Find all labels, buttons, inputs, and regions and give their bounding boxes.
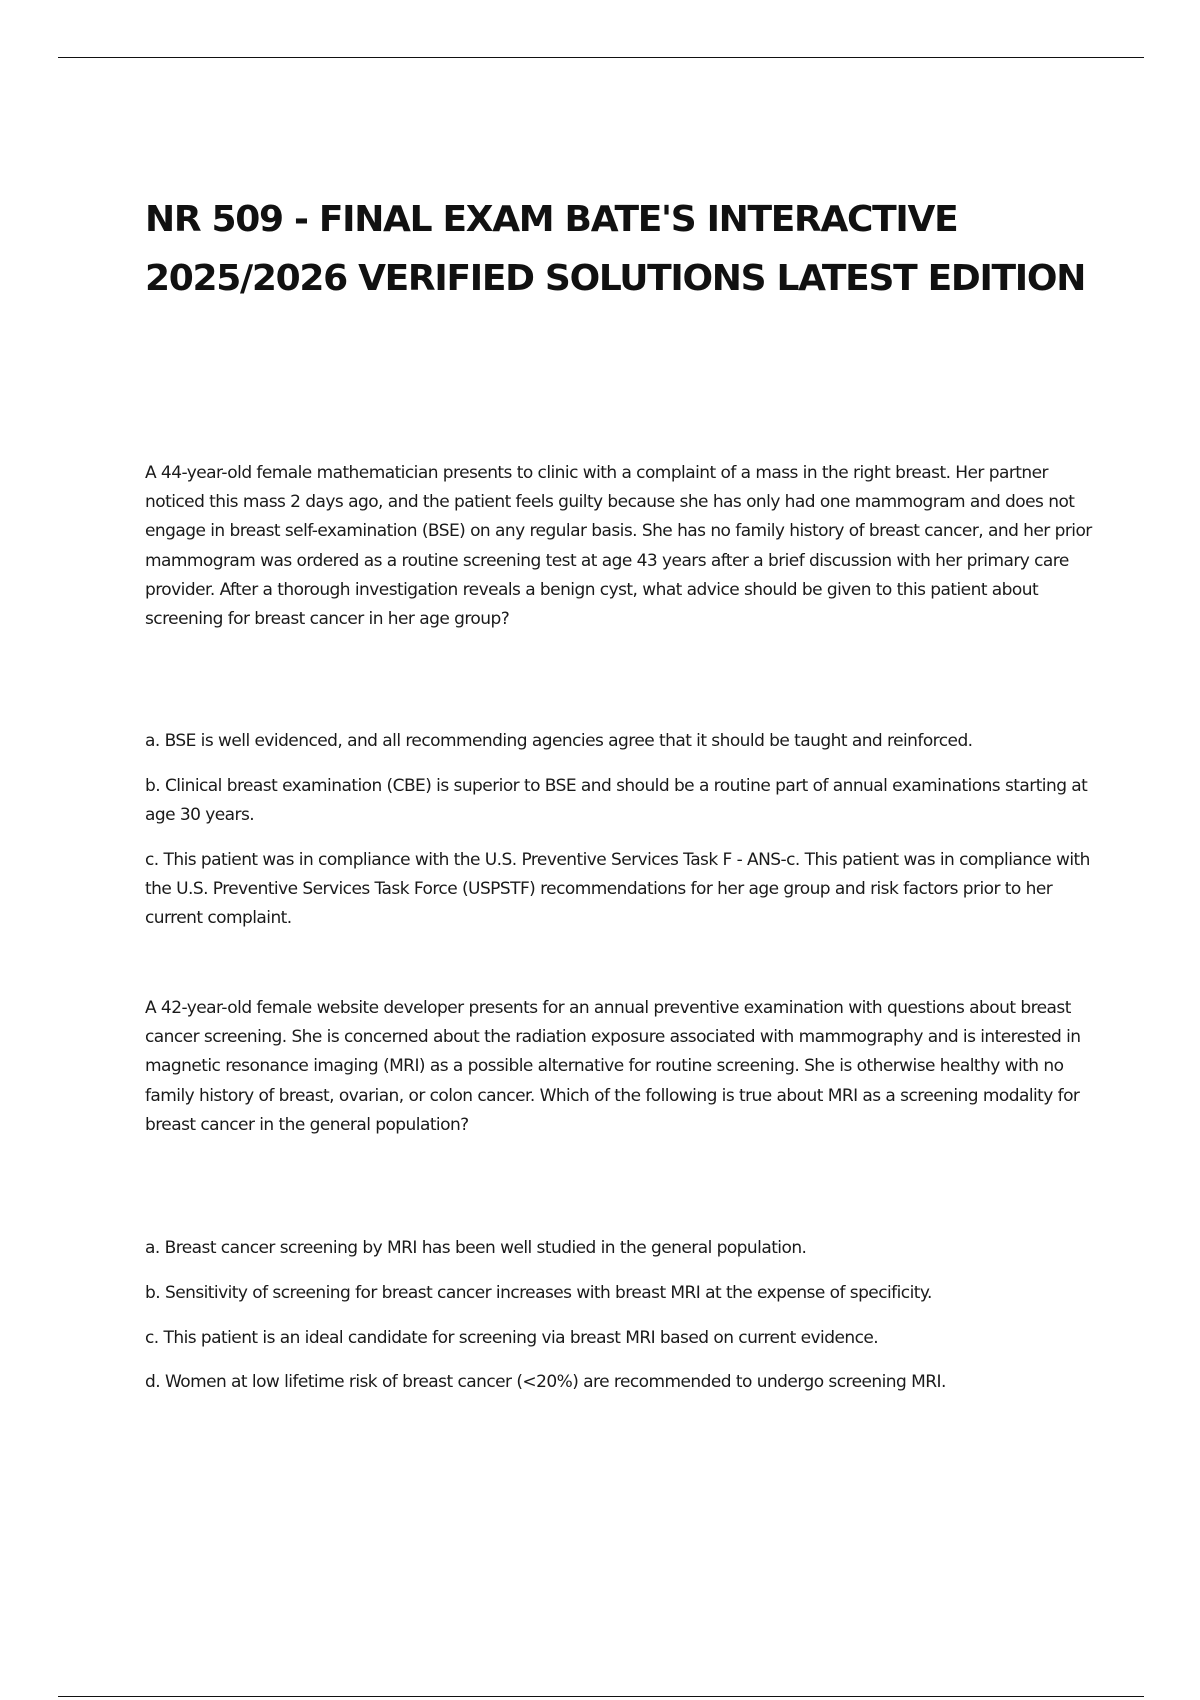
question-1-text: A 44-year-old female mathematician presents to clinic with a complaint of a mass in the right breast. Her partner noticed this mass 2 days ago, and the patient feels guilty because she has only had one mammogram and does not engage in breast self-examination (BSE) on any regular basis. She has no family history of breast cancer, and her prior mammogram was ordered as a routine screening test at age 43 years after a brief discussion with her primary care provider. After a thorough investigation reveals a benign cyst, what advice should be given to this patient about screening for breast cancer in her age group? <box>145 463 1092 630</box>
question-1-option-b: b. Clinical breast examination (CBE) is superior to BSE and should be a routine part of annual examinations starting at age 30 years. <box>145 775 1088 825</box>
question-2-text: A 42-year-old female website developer presents for an annual preventive examination with questions about breast cancer screening. She is concerned about the radiation exposure associated with mammography and is interested in magnetic resonance imaging (MRI) as a possible alternative for routine screening. She is otherwise healthy with no family history of breast, ovarian, or colon cancer. Which of the following is true about MRI as a screening modality for breast cancer in the general population? <box>145 998 1081 1135</box>
question-1-option-c: c. This patient was in compliance with the U.S. Preventive Services Task F - ANS-c. This patient was in compliance with the U.S. Preventive Services Task Force (USPSTF) recommendations for her age group and risk factors prior to her current complaint. <box>145 849 1090 929</box>
document-title: NR 509 - FINAL EXAM BATE'S INTERACTIVE 2025/2026 VERIFIED SOLUTIONS LATEST EDITION <box>145 199 1086 299</box>
question-2-option-d: d. Women at low lifetime risk of breast cancer (<20%) are recommended to undergo screening MRI. <box>145 1372 946 1393</box>
question-1-option-a: a. BSE is well evidenced, and all recommending agencies agree that it should be taught and reinforced. <box>145 731 973 751</box>
question-2-options <box>145 1234 1105 1413</box>
question-2-option-b: b. Sensitivity of screening for breast cancer increases with breast MRI at the expense of specificity. <box>145 1282 932 1303</box>
footer-rule <box>58 1696 1144 1697</box>
header-rule <box>58 57 1144 58</box>
question-2-option-a: a. Breast cancer screening by MRI has been well studied in the general population. <box>145 1238 807 1258</box>
question-1-options <box>145 727 1105 949</box>
question-2-option-c: c. This patient is an ideal candidate for screening via breast MRI based on current evidence. <box>145 1327 879 1348</box>
